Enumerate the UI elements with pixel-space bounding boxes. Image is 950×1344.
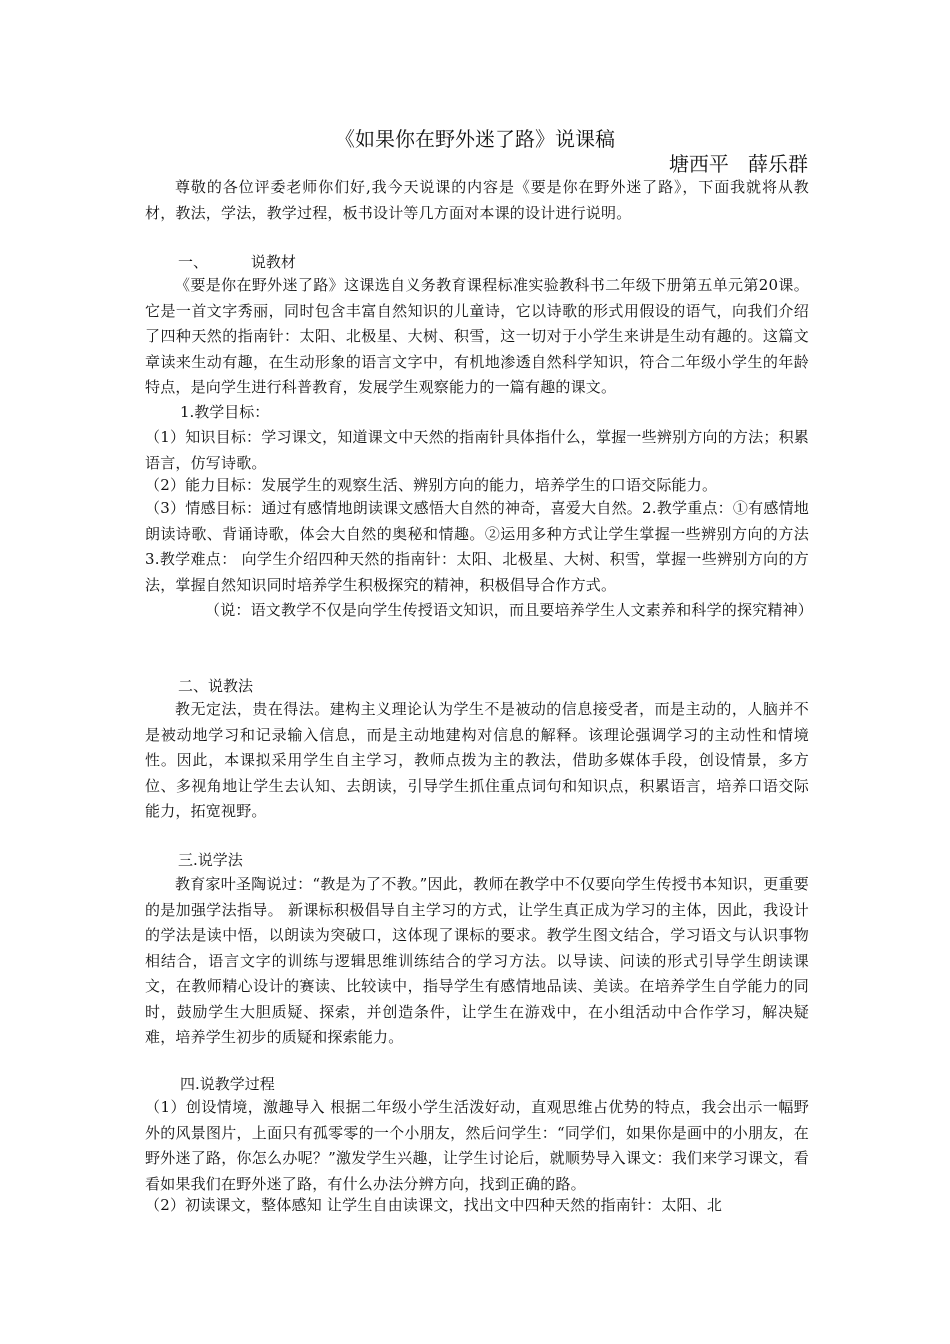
intro-paragraph: 尊敬的各位评委老师你们好,我今天说课的内容是《要是你在野外迷了路》，下面我就将从教材，教法，学法，教学过程，板书设计等几方面对本课的设计进行说明。	[145, 178, 809, 222]
document-title: 《如果你在野外迷了路》说课稿	[335, 127, 615, 151]
section-4-step-1: （1）创设情境，激趣导入 根据二年级小学生活泼好动，直观思维占优势的特点，我会出示一幅野外的风景图片，上面只有孤零零的一个小朋友，然后问学生：“同学们，如果你是画中的小朋友，在野外迷了路，你怎么办呢？”激发学生兴趣，让学生讨论后，就顺势导入课文：我们来学习课文，看看如果我们在野外迷了路，有什么办法分辨方向，找到正确的路。	[145, 1098, 809, 1193]
section-4-step-2: （2）初读课文，整体感知 让学生自由读课文，找出文中四种天然的指南针：太阳、北	[145, 1196, 723, 1214]
section-1-heading: 一、 说教材	[178, 253, 296, 271]
section-2-heading: 二、说教法	[178, 677, 254, 695]
knowledge-goal: （1）知识目标：学习课文，知道课文中天然的指南针具体指什么，掌握一些辨别方向的方法；积累语言，仿写诗歌。	[145, 428, 809, 472]
emotion-goal: （3）情感目标：通过有感情地朗读课文感悟大自然的神奇，喜爱大自然。2.教学重点：①有感情地朗读诗歌、背诵诗歌，体会大自然的奥秘和情趣。②运用多种方式让学生掌握一些辨别方向的方法 3.教学难点： 向学生介绍四种天然的指南针：太阳、北极星、大树、积雪，掌握一些辨别方向的方法，掌握自然知识同时培养学生积极探究的精神，积极倡导合作方式。	[145, 499, 809, 594]
section-1-note: （说：语文教学不仅是向学生传授语文知识，而且要培养学生人文素养和科学的探究精神）	[205, 601, 814, 619]
teaching-goals-heading: 1.教学目标：	[180, 403, 270, 421]
section-4-heading: 四.说教学过程	[180, 1075, 275, 1093]
ability-goal: （2）能力目标：发展学生的观察生活、辨别方向的能力，培养学生的口语交际能力。	[145, 476, 718, 494]
section-3-paragraph: 教育家叶圣陶说过：“教是为了不教。”因此，教师在教学中不仅要向学生传授书本知识，更重要的是加强学法指导。 新课标积极倡导自主学习的方式，让学生真正成为学习的主体，因此，我设计的学法是读中悟，以朗读为突破口，这体现了课标的要求。教学生图文结合，学习语文与认识事物相结合，语言文字的训练与逻辑思维训练结合的学习方法。以导读、问读的形式引导学生朗读课文，在教师精心设计的赛读、比较读中，指导学生有感情地品读、美读。在培养学生自学能力的同时，鼓励学生大胆质疑、探索，并创造条件，让学生在游戏中，在小组活动中合作学习，解决疑难，培养学生初步的质疑和探索能力。	[145, 875, 809, 1046]
section-1-paragraph: 《要是你在野外迷了路》这课选自义务教育课程标准实验教科书二年级下册第五单元第20课。它是一首文字秀丽，同时包含丰富自然知识的儿童诗，它以诗歌的形式用假设的语气，向我们介绍了四种天然的指南针：太阳、北极星、大树、积雪，这一切对于小学生来讲是生动有趣的。这篇文章读来生动有趣，在生动形象的语言文字中，有机地渗透自然科学知识，符合二年级小学生的年龄特点，是向学生进行科普教育，发展学生观察能力的一篇有趣的课文。	[145, 276, 809, 396]
section-2-paragraph: 教无定法，贵在得法。建构主义理论认为学生不是被动的信息接受者，而是主动的，人脑并不是被动地学习和记录输入信息，而是主动地建构对信息的解释。该理论强调学习的主动性和情境性。因此，本课拟采用学生自主学习，教师点拨为主的教法，借助多媒体手段，创设情景，多方位、多视角地让学生去认知、去朗读，引导学生抓住重点词句和知识点，积累语言，培养口语交际能力，拓宽视野。	[145, 700, 809, 820]
document-authors: 塘西平 薛乐群	[668, 152, 808, 176]
section-3-heading: 三.说学法	[178, 851, 243, 869]
